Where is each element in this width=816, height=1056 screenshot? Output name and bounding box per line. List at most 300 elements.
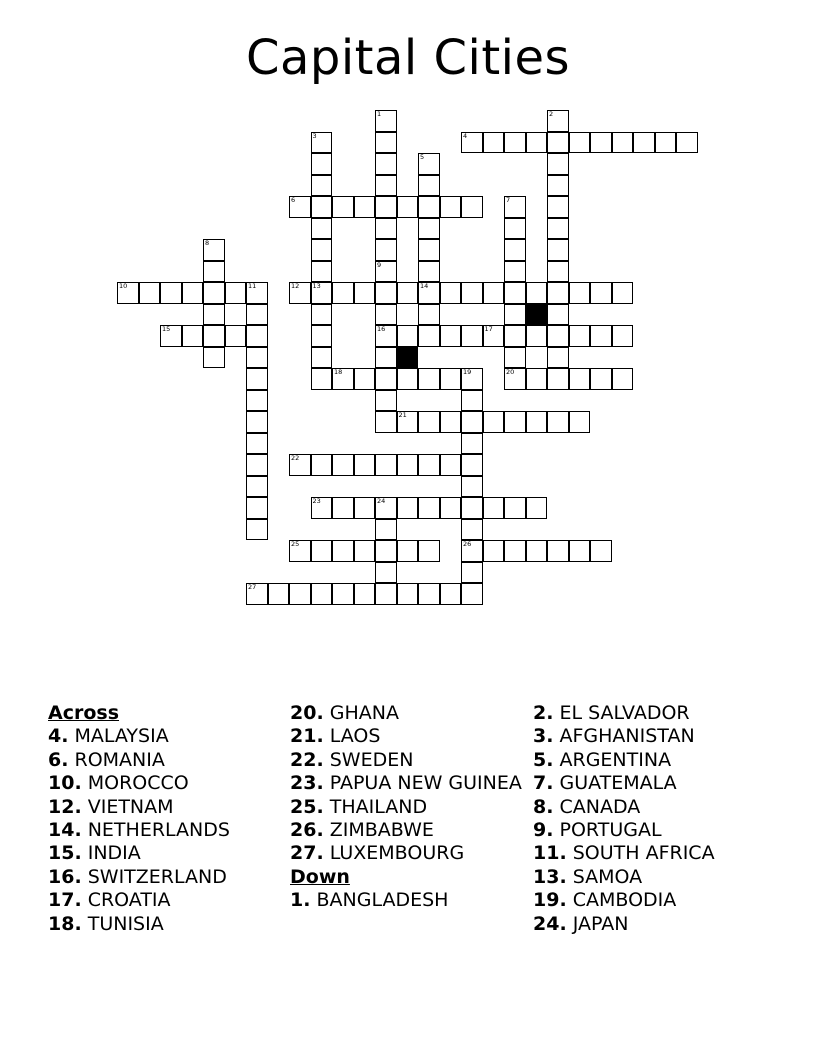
grid-cell[interactable] <box>375 282 397 304</box>
clue-column-1 <box>48 702 283 936</box>
grid-cell[interactable] <box>526 282 548 304</box>
grid-cell[interactable] <box>547 282 569 304</box>
grid-cell[interactable] <box>418 497 440 519</box>
grid-cell[interactable] <box>375 261 397 283</box>
down-clue-list-continued <box>533 702 773 936</box>
grid-cell[interactable] <box>612 368 634 390</box>
grid-cell[interactable] <box>440 325 462 347</box>
clue-item <box>533 842 773 865</box>
grid-cell[interactable] <box>547 196 569 218</box>
grid-cell[interactable] <box>526 540 548 562</box>
clue-number-label: 1 <box>377 110 382 118</box>
grid-cell[interactable] <box>461 583 483 605</box>
clue-item-answer: ROMANIA <box>74 748 165 771</box>
grid-cell[interactable] <box>590 282 612 304</box>
grid-cell[interactable] <box>504 132 526 154</box>
grid-cell[interactable] <box>504 239 526 261</box>
grid-cell[interactable] <box>246 476 268 498</box>
clue-number-label: 13 <box>312 282 321 290</box>
grid-cell[interactable] <box>504 540 526 562</box>
grid-cell[interactable] <box>311 218 333 240</box>
clue-item-answer: LAOS <box>329 725 381 748</box>
clue-item <box>48 913 283 936</box>
clue-item <box>290 725 525 748</box>
grid-cell[interactable] <box>440 454 462 476</box>
grid-cell[interactable] <box>504 368 526 390</box>
grid-cell[interactable] <box>483 411 505 433</box>
grid-cell[interactable] <box>418 196 440 218</box>
grid-cell[interactable] <box>139 282 161 304</box>
clue-item-answer: MALAYSIA <box>74 725 169 748</box>
grid-cell[interactable] <box>461 476 483 498</box>
grid-cell[interactable] <box>311 132 333 154</box>
clue-item-number: 2. <box>533 702 554 724</box>
grid-cell[interactable] <box>440 196 462 218</box>
grid-cell[interactable] <box>311 540 333 562</box>
clue-item <box>533 889 773 912</box>
grid-cell[interactable] <box>354 454 376 476</box>
clue-item <box>290 819 525 842</box>
grid-cell[interactable] <box>246 304 268 326</box>
grid-cell[interactable] <box>332 282 354 304</box>
clue-item <box>290 749 525 772</box>
clue-number-label: 25 <box>291 540 300 548</box>
grid-cell[interactable] <box>483 282 505 304</box>
grid-cell[interactable] <box>375 196 397 218</box>
grid-cell[interactable] <box>311 325 333 347</box>
grid-cell[interactable] <box>418 368 440 390</box>
grid-cell[interactable] <box>461 519 483 541</box>
clue-number-label: 4 <box>463 131 468 140</box>
grid-cell[interactable] <box>483 325 505 347</box>
clue-item-number: 17. <box>48 889 82 912</box>
grid-cell[interactable] <box>590 325 612 347</box>
grid-cell[interactable] <box>504 196 526 218</box>
clue-item-answer: PAPUA NEW GUINEA <box>329 772 522 795</box>
grid-cell[interactable] <box>289 282 311 304</box>
grid-cell[interactable] <box>182 325 204 347</box>
clue-item-number: 6. <box>48 748 69 771</box>
grid-cell[interactable] <box>246 433 268 455</box>
grid-cell[interactable] <box>526 132 548 154</box>
grid-cell[interactable] <box>375 218 397 240</box>
grid-cell[interactable] <box>246 497 268 519</box>
grid-cell[interactable] <box>375 454 397 476</box>
clue-item-answer: SWEDEN <box>329 748 414 771</box>
clue-number-label: 22 <box>291 454 300 462</box>
clue-number-label: 5 <box>420 153 425 161</box>
grid-cell[interactable] <box>461 196 483 218</box>
grid-cell[interactable] <box>354 540 376 562</box>
grid-cell[interactable] <box>461 368 483 390</box>
grid-cell[interactable] <box>461 325 483 347</box>
grid-cell[interactable] <box>569 132 591 154</box>
clue-number-label: 14 <box>420 282 429 290</box>
clue-item-number: 22. <box>290 748 324 771</box>
grid-cell[interactable] <box>311 454 333 476</box>
down-heading: Down <box>290 865 350 888</box>
grid-cell[interactable] <box>569 325 591 347</box>
grid-cell[interactable] <box>289 196 311 218</box>
clue-number-label: 17 <box>484 325 493 333</box>
clue-item-answer: AFGHANISTAN <box>559 725 695 748</box>
grid-cell[interactable] <box>461 390 483 412</box>
grid-cell[interactable] <box>375 519 397 541</box>
clue-item <box>533 772 773 795</box>
grid-cell[interactable] <box>354 196 376 218</box>
clue-item-number: 7. <box>533 772 554 795</box>
grid-cell[interactable] <box>547 304 569 326</box>
clue-number-label: 15 <box>162 325 171 333</box>
grid-cell[interactable] <box>160 325 182 347</box>
grid-cell[interactable] <box>311 196 333 218</box>
clue-item <box>290 889 525 912</box>
grid-cell[interactable] <box>418 325 440 347</box>
grid-cell[interactable] <box>375 175 397 197</box>
grid-cell[interactable] <box>547 218 569 240</box>
clue-item <box>290 842 525 865</box>
grid-cell[interactable] <box>311 583 333 605</box>
grid-cell[interactable] <box>332 196 354 218</box>
grid-cell[interactable] <box>504 347 526 369</box>
grid-cell[interactable] <box>526 325 548 347</box>
clue-number-label: 11 <box>248 282 257 290</box>
grid-cell[interactable] <box>375 540 397 562</box>
grid-cell[interactable] <box>418 304 440 326</box>
grid-cell[interactable] <box>612 282 634 304</box>
grid-cell[interactable] <box>418 218 440 240</box>
grid-cell[interactable] <box>246 368 268 390</box>
clue-number-label: 2 <box>549 110 554 118</box>
across-clue-list-continued <box>290 702 525 866</box>
clue-item-answer: ZIMBABWE <box>329 819 434 842</box>
grid-cell[interactable] <box>461 282 483 304</box>
clue-number-label: 12 <box>291 282 300 290</box>
grid-cell[interactable] <box>612 132 634 154</box>
clue-item <box>533 749 773 772</box>
grid-cell[interactable] <box>547 261 569 283</box>
grid-cell[interactable] <box>418 454 440 476</box>
grid-cell[interactable] <box>289 540 311 562</box>
clue-item-answer: EL SALVADOR <box>559 702 690 724</box>
grid-cell[interactable] <box>418 282 440 304</box>
grid-cell[interactable] <box>246 282 268 304</box>
grid-cell[interactable] <box>526 497 548 519</box>
clue-item <box>48 772 283 795</box>
grid-cell[interactable] <box>418 411 440 433</box>
grid-cell[interactable] <box>504 497 526 519</box>
clue-item <box>533 819 773 842</box>
grid-cell[interactable] <box>547 411 569 433</box>
grid-cell[interactable] <box>397 282 419 304</box>
grid-cell[interactable] <box>418 175 440 197</box>
grid-cell[interactable] <box>246 519 268 541</box>
grid-cell[interactable] <box>397 497 419 519</box>
clue-item-answer: TUNISIA <box>87 912 164 935</box>
clue-item <box>533 913 773 936</box>
clue-item-number: 9. <box>533 819 554 842</box>
grid-cell[interactable] <box>246 411 268 433</box>
grid-cell[interactable] <box>612 325 634 347</box>
grid-cell[interactable] <box>332 583 354 605</box>
grid-cell[interactable] <box>418 540 440 562</box>
clue-item-number: 4. <box>48 725 69 748</box>
clue-item-answer: JAPAN <box>572 912 629 935</box>
grid-cell[interactable] <box>332 368 354 390</box>
down-clue-list <box>290 889 525 912</box>
grid-cell[interactable] <box>354 282 376 304</box>
clue-item-number: 26. <box>290 819 324 842</box>
grid-cell[interactable] <box>461 411 483 433</box>
grid-cell[interactable] <box>375 368 397 390</box>
clue-item-answer: VIETNAM <box>87 795 174 818</box>
grid-cell[interactable] <box>397 583 419 605</box>
clue-column-3 <box>533 702 773 936</box>
grid-cell[interactable] <box>311 368 333 390</box>
clue-item-number: 15. <box>48 842 82 865</box>
grid-cell[interactable] <box>483 540 505 562</box>
grid-cell[interactable] <box>547 325 569 347</box>
grid-cell[interactable] <box>203 239 225 261</box>
grid-cell[interactable] <box>246 347 268 369</box>
grid-cell[interactable] <box>569 368 591 390</box>
grid-cell[interactable] <box>461 497 483 519</box>
clue-item-answer: BANGLADESH <box>316 889 449 912</box>
grid-cell[interactable] <box>225 282 247 304</box>
grid-cell[interactable] <box>504 282 526 304</box>
grid-cell[interactable] <box>547 540 569 562</box>
clue-item-answer: CANADA <box>559 795 641 818</box>
grid-cell[interactable] <box>676 132 698 154</box>
clue-item <box>48 842 283 865</box>
grid-cell[interactable] <box>547 368 569 390</box>
clue-item-number: 18. <box>48 912 82 935</box>
clue-item-number: 1. <box>290 889 311 912</box>
grid-cell[interactable] <box>354 368 376 390</box>
grid-cell[interactable] <box>461 454 483 476</box>
clue-column-2 <box>290 702 525 913</box>
clue-item-answer: GUATEMALA <box>559 772 677 795</box>
clue-item <box>533 725 773 748</box>
grid-cell[interactable] <box>461 132 483 154</box>
grid-cell[interactable] <box>547 239 569 261</box>
grid-cell[interactable] <box>483 132 505 154</box>
clue-number-label: 23 <box>312 497 321 505</box>
grid-cell[interactable] <box>332 497 354 519</box>
clue-item <box>290 702 525 725</box>
clue-item-number: 14. <box>48 819 82 842</box>
grid-cell[interactable] <box>332 540 354 562</box>
grid-cell[interactable] <box>289 454 311 476</box>
clue-number-label: 8 <box>205 239 210 247</box>
grid-cell[interactable] <box>397 454 419 476</box>
clue-item-number: 11. <box>533 842 567 865</box>
clue-item-answer: ARGENTINA <box>559 748 672 771</box>
grid-cell[interactable] <box>418 261 440 283</box>
grid-cell[interactable] <box>547 132 569 154</box>
grid-cell[interactable] <box>182 282 204 304</box>
clue-number-label: 10 <box>119 282 128 290</box>
grid-cell[interactable] <box>311 175 333 197</box>
grid-cell[interactable] <box>655 132 677 154</box>
grid-cell[interactable] <box>375 583 397 605</box>
grid-cell[interactable] <box>117 282 139 304</box>
clue-item-answer: LUXEMBOURG <box>329 842 465 865</box>
clue-item-answer: SOUTH AFRICA <box>572 842 715 865</box>
grid-cell[interactable] <box>311 261 333 283</box>
grid-cell[interactable] <box>526 368 548 390</box>
grid-cell[interactable] <box>440 583 462 605</box>
grid-cell[interactable] <box>418 239 440 261</box>
clue-item <box>48 749 283 772</box>
grid-cell[interactable] <box>311 239 333 261</box>
grid-cell[interactable] <box>203 282 225 304</box>
grid-cell[interactable] <box>440 282 462 304</box>
clue-item-answer: NETHERLANDS <box>87 819 230 842</box>
clue-item <box>48 819 283 842</box>
grid-cell[interactable] <box>268 583 290 605</box>
clue-item <box>48 725 283 748</box>
grid-cell[interactable] <box>311 347 333 369</box>
grid-cell[interactable] <box>590 368 612 390</box>
grid-cell[interactable] <box>375 390 397 412</box>
grid-cell[interactable] <box>246 390 268 412</box>
clue-item <box>533 866 773 889</box>
clue-item-answer: MOROCCO <box>87 772 189 795</box>
grid-cell[interactable] <box>547 347 569 369</box>
grid-cell[interactable] <box>246 325 268 347</box>
clue-item-number: 12. <box>48 795 82 818</box>
clue-item-number: 20. <box>290 702 324 724</box>
grid-cell-black <box>397 347 419 369</box>
clue-number-label: 24 <box>377 497 386 505</box>
clue-item-answer: THAILAND <box>329 795 428 818</box>
grid-cell[interactable] <box>375 153 397 175</box>
grid-cell[interactable] <box>440 411 462 433</box>
clue-item <box>290 796 525 819</box>
clue-item <box>48 889 283 912</box>
grid-cell[interactable] <box>289 583 311 605</box>
clue-item-answer: SAMOA <box>572 865 643 888</box>
grid-cell[interactable] <box>461 433 483 455</box>
clue-number-label: 6 <box>291 196 296 204</box>
grid-cell[interactable] <box>547 153 569 175</box>
grid-cell[interactable] <box>375 562 397 584</box>
grid-cell[interactable] <box>504 411 526 433</box>
grid-cell[interactable] <box>418 583 440 605</box>
grid-cell[interactable] <box>633 132 655 154</box>
clue-item-answer: INDIA <box>87 842 141 865</box>
clue-number-label: 7 <box>506 196 511 204</box>
grid-cell[interactable] <box>375 239 397 261</box>
grid-cell[interactable] <box>547 175 569 197</box>
grid-cell[interactable] <box>311 304 333 326</box>
clue-item-number: 24. <box>533 912 567 935</box>
clue-item-number: 13. <box>533 865 567 888</box>
grid-cell[interactable] <box>461 540 483 562</box>
clue-item <box>48 866 283 889</box>
clue-number-label: 3 <box>312 131 317 140</box>
clue-item-number: 5. <box>533 748 554 771</box>
clue-number-label: 18 <box>334 368 343 376</box>
grid-cell[interactable] <box>332 454 354 476</box>
clue-item <box>533 702 773 725</box>
grid-cell[interactable] <box>375 497 397 519</box>
grid-cell[interactable] <box>375 411 397 433</box>
grid-cell[interactable] <box>311 153 333 175</box>
grid-cell[interactable] <box>375 110 397 132</box>
clue-item <box>533 796 773 819</box>
clue-item-number: 8. <box>533 795 554 818</box>
grid-cell[interactable] <box>203 304 225 326</box>
grid-cell[interactable] <box>311 497 333 519</box>
grid-cell[interactable] <box>225 325 247 347</box>
grid-cell[interactable] <box>246 454 268 476</box>
clue-item-number: 10. <box>48 772 82 795</box>
grid-cell[interactable] <box>397 540 419 562</box>
grid-cell[interactable] <box>203 261 225 283</box>
grid-cell[interactable] <box>569 540 591 562</box>
grid-cell[interactable] <box>504 261 526 283</box>
grid-cell[interactable] <box>526 411 548 433</box>
clue-item-number: 23. <box>290 772 324 795</box>
grid-cell[interactable] <box>397 368 419 390</box>
grid-cell-black <box>526 304 548 326</box>
grid-cell[interactable] <box>203 325 225 347</box>
across-clue-list <box>48 725 283 936</box>
grid-cell[interactable] <box>504 325 526 347</box>
grid-cell[interactable] <box>375 132 397 154</box>
grid-cell[interactable] <box>569 411 591 433</box>
grid-cell[interactable] <box>504 218 526 240</box>
grid-cell[interactable] <box>483 497 505 519</box>
grid-cell[interactable] <box>440 368 462 390</box>
clue-item-number: 27. <box>290 842 324 865</box>
grid-cell[interactable] <box>246 583 268 605</box>
clue-number-label: 20 <box>506 368 515 376</box>
grid-cell[interactable] <box>375 347 397 369</box>
clue-number-label: 16 <box>377 325 386 333</box>
grid-cell[interactable] <box>547 110 569 132</box>
grid-cell[interactable] <box>397 411 419 433</box>
grid-cell[interactable] <box>397 196 419 218</box>
grid-cell[interactable] <box>397 325 419 347</box>
grid-cell[interactable] <box>590 540 612 562</box>
clue-item <box>290 772 525 795</box>
clue-item-answer: CROATIA <box>87 889 171 912</box>
grid-cell[interactable] <box>375 304 397 326</box>
grid-cell[interactable] <box>354 497 376 519</box>
across-heading: Across <box>48 702 120 724</box>
clue-item-number: 21. <box>290 725 324 748</box>
clue-item-answer: PORTUGAL <box>559 819 662 842</box>
clue-number-label: 26 <box>463 540 472 548</box>
grid-cell[interactable] <box>311 282 333 304</box>
grid-cell[interactable] <box>418 153 440 175</box>
grid-cell[interactable] <box>569 282 591 304</box>
clue-item-number: 3. <box>533 725 554 748</box>
grid-cell[interactable] <box>203 347 225 369</box>
clue-item-answer: GHANA <box>329 702 399 724</box>
clue-item-number: 19. <box>533 889 567 912</box>
grid-cell[interactable] <box>590 132 612 154</box>
grid-cell[interactable] <box>504 304 526 326</box>
grid-cell[interactable] <box>375 325 397 347</box>
grid-cell[interactable] <box>440 497 462 519</box>
grid-cell[interactable] <box>160 282 182 304</box>
grid-cell[interactable] <box>461 562 483 584</box>
grid-cell[interactable] <box>354 583 376 605</box>
